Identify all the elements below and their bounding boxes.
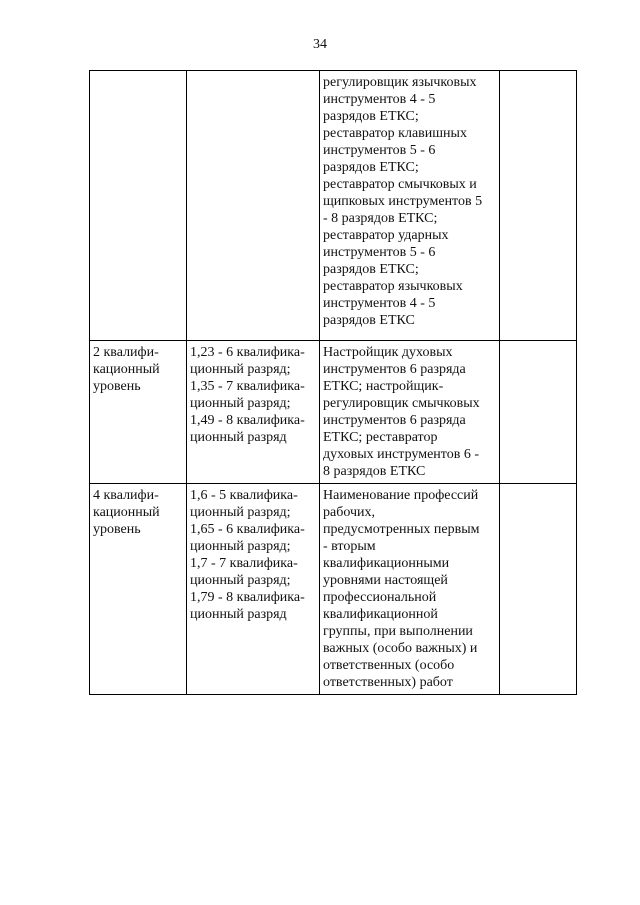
cell-line: 1,7 - 7 квалифика- [190,556,298,571]
cell-line: ционный разряд [190,430,287,445]
cell-line: инструментов 5 - 6 [323,143,436,158]
cell-line: - 8 разрядов ЕТКС; [323,211,438,226]
cell-line: группы, при выполнении [323,624,473,639]
cell-line: 2 квалифи- [93,345,159,360]
cell-line: регулировщик смычковых [323,396,480,411]
cell-line: 1,35 - 7 квалифика- [190,379,305,394]
table-row [90,71,577,341]
coefficient-cell [187,71,320,341]
cell-line: 1,49 - 8 квалифика- [190,413,305,428]
cell-line: важных (особо важных) и [323,641,478,656]
cell-line: уровень [93,522,141,537]
cell-line: Наименование профессий [323,488,479,503]
cell-line: регулировщик язычковых [323,75,477,90]
cell-line: реставратор смычковых и [323,177,477,192]
cell-line: ционный разряд; [190,362,291,377]
cell-line: профессиональной [323,590,437,605]
cell-line: 1,6 - 5 квалифика- [190,488,298,503]
table-row [90,341,577,484]
profession-cell [320,71,500,341]
cell-line: 4 квалифи- [93,488,159,503]
cell-line: щипковых инструментов 5 [323,194,483,209]
cell-line: квалификационными [323,556,450,571]
cell-line: квалификационной [323,607,438,622]
cell-line: разрядов ЕТКС; [323,262,419,277]
level-cell [90,484,187,695]
cell-line: - вторым [323,539,376,554]
cell-line: реставратор язычковых [323,279,463,294]
cell-line: ционный разряд; [190,539,291,554]
level-cell [90,71,187,341]
cell-line: ЕТКС; реставратор [323,430,438,445]
cell-line: реставратор клавишных [323,126,467,141]
cell-line: разрядов ЕТКС [323,313,415,328]
cell-line: уровень [93,379,141,394]
cell-line: уровнями настоящей [323,573,448,588]
cell-line: ционный разряд; [190,573,291,588]
cell-line: кационный [93,362,160,377]
cell-line: реставратор ударных [323,228,449,243]
cell-line: инструментов 5 - 6 [323,245,436,260]
cell-line: 1,79 - 8 квалифика- [190,590,305,605]
cell-line: 8 разрядов ЕТКС [323,464,426,479]
cell-line: рабочих, [323,505,376,520]
cell-line: ЕТКС; настройщик- [323,379,444,394]
profession-cell [320,484,500,695]
cell-line: ционный разряд; [190,505,291,520]
cell-line: духовых инструментов 6 - [323,447,479,462]
cell-line: 1,65 - 6 квалифика- [190,522,305,537]
cell-line: ответственных) работ [323,675,453,690]
cell-line: разрядов ЕТКС; [323,160,419,175]
extra-cell [500,341,577,484]
coefficient-cell [187,484,320,695]
cell-line: Настройщик духовых [323,345,453,360]
cell-line: ционный разряд; [190,396,291,411]
cell-line: ответственных (особо [323,658,455,673]
cell-line: ционный разряд [190,607,287,622]
cell-line: инструментов 6 разряда [323,362,466,377]
extra-cell [500,71,577,341]
profession-cell [320,341,500,484]
cell-line: инструментов 4 - 5 [323,92,436,107]
cell-line: предусмотренных первым [323,522,480,537]
cell-line: инструментов 4 - 5 [323,296,436,311]
level-cell [90,341,187,484]
extra-cell [500,484,577,695]
page-number: 34 [313,37,327,52]
cell-line: 1,23 - 6 квалифика- [190,345,305,360]
cell-line: инструментов 6 разряда [323,413,466,428]
cell-line: кационный [93,505,160,520]
cell-line: разрядов ЕТКС; [323,109,419,124]
coefficient-cell [187,341,320,484]
table-row [90,484,577,695]
qualification-table [89,70,577,695]
